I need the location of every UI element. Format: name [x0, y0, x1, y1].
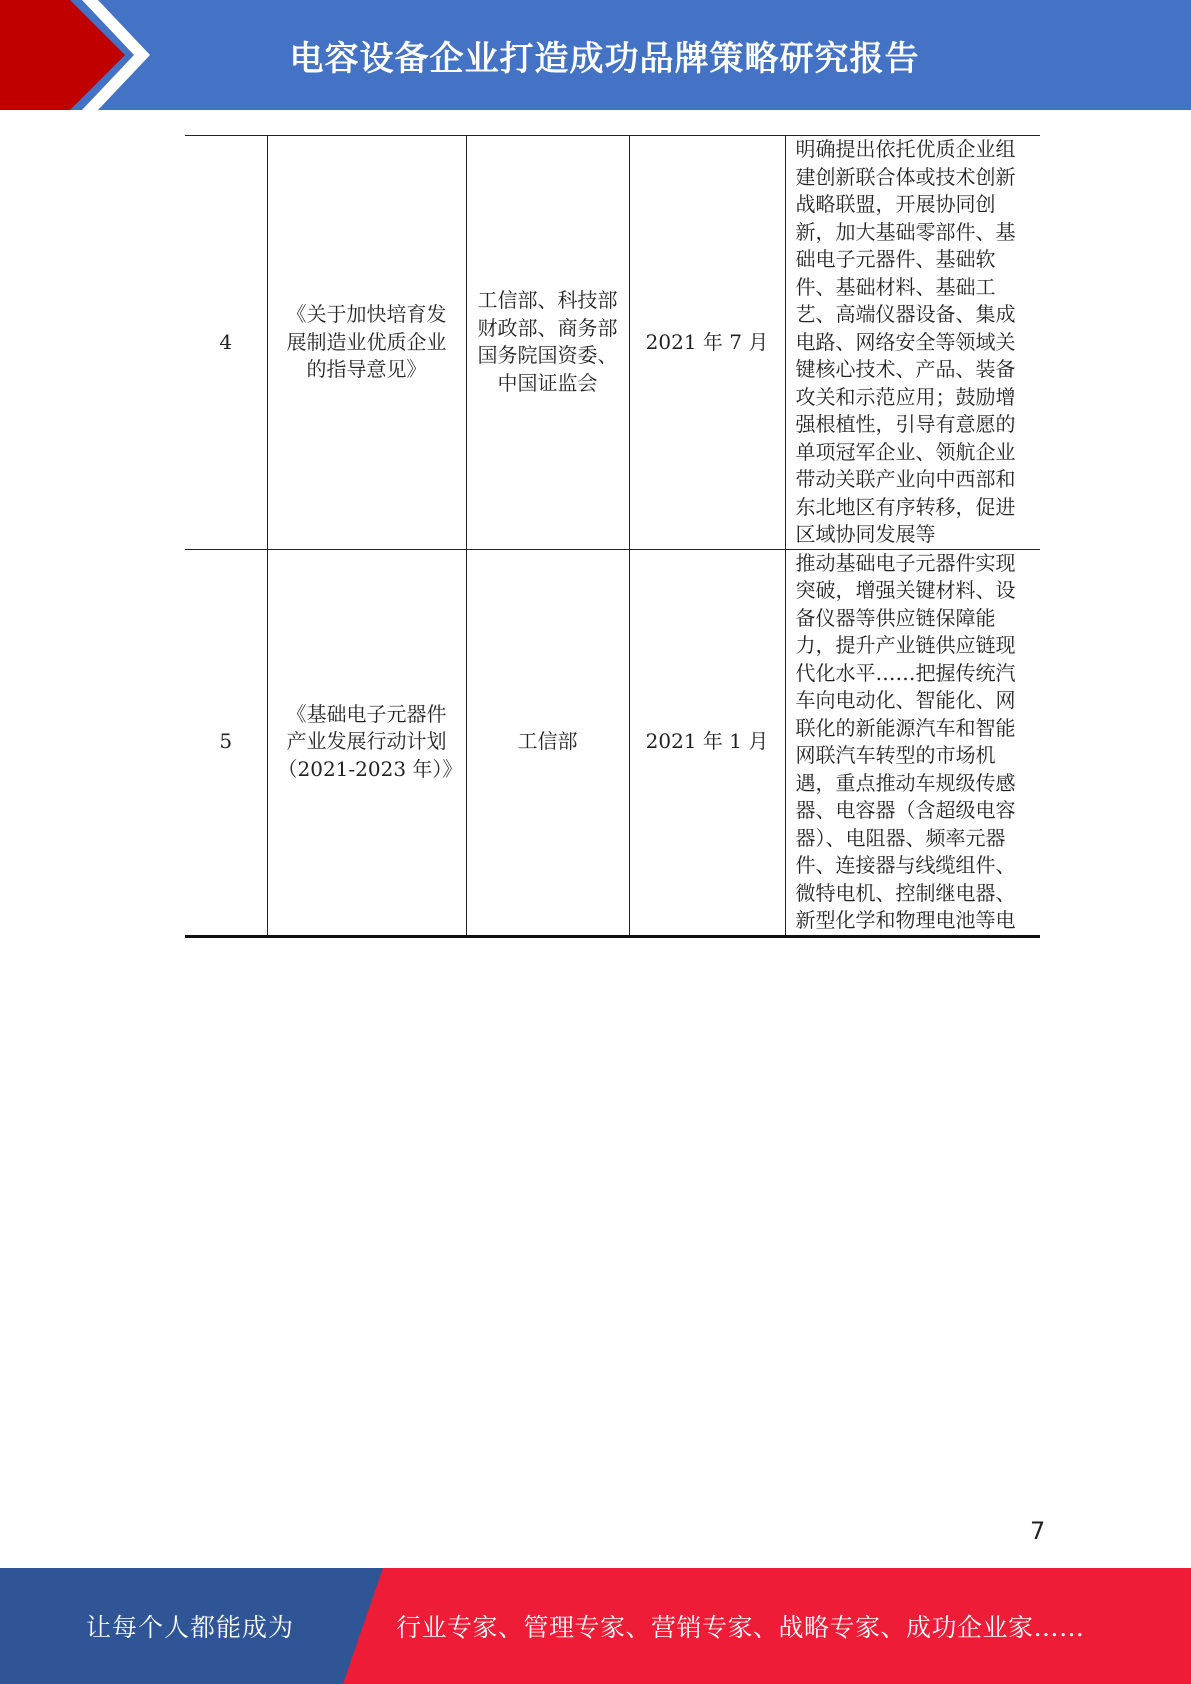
row-number: 5: [185, 549, 267, 936]
issue-date: 2021 年 7 月: [629, 136, 785, 550]
footer-banner: [0, 1568, 1191, 1684]
policy-name: 《关于加快培育发展制造业优质企业的指导意见》: [267, 136, 466, 550]
table-row: [185, 549, 1040, 936]
table-row: [185, 136, 1040, 550]
policy-table: [185, 135, 1040, 938]
footer-slogan-left: 让每个人都能成为: [85, 1613, 294, 1642]
report-title: 电容设备企业打造成功品牌策略研究报告: [289, 38, 920, 79]
issue-date: 2021 年 1 月: [629, 549, 785, 936]
page-number: 7: [1030, 1517, 1046, 1545]
row-number: 4: [185, 136, 267, 550]
header-banner: [0, 0, 1191, 110]
issuing-departments: 工信部: [466, 549, 629, 936]
footer-slogan-right: 行业专家、管理专家、营销专家、战略专家、成功企业家……: [396, 1613, 1085, 1642]
issuing-departments: 工信部、科技部财政部、商务部国务院国资委、中国证监会: [466, 136, 629, 550]
policy-table-container: [185, 135, 1040, 938]
policy-content: 推动基础电子元器件实现突破，增强关键材料、设备仪器等供应链保障能力，提升产业链供应链现代化水平……把握传统汽车向电动化、智能化、网联化的新能源汽车和智能网联汽车转型的市场机遇，重点推动车规级传感器、电容器（含超级电容器）、电阻器、频率元器件、连接器与线缆组件、微特电机、控制继电器、新型化学和物理电池等电: [785, 549, 1040, 936]
policy-content: 明确提出依托优质企业组建创新联合体或技术创新战略联盟，开展协同创新，加大基础零部件、基础电子元器件、基础软件、基础材料、基础工艺、高端仪器设备、集成电路、网络安全等领域关键核心技术、产品、装备攻关和示范应用；鼓励增强根植性，引导有意愿的单项冠军企业、领航企业带动关联产业向中西部和东北地区有序转移，促进区域协同发展等: [785, 136, 1040, 550]
policy-name: 《基础电子元器件产业发展行动计划（2021-2023 年）》: [267, 549, 466, 936]
